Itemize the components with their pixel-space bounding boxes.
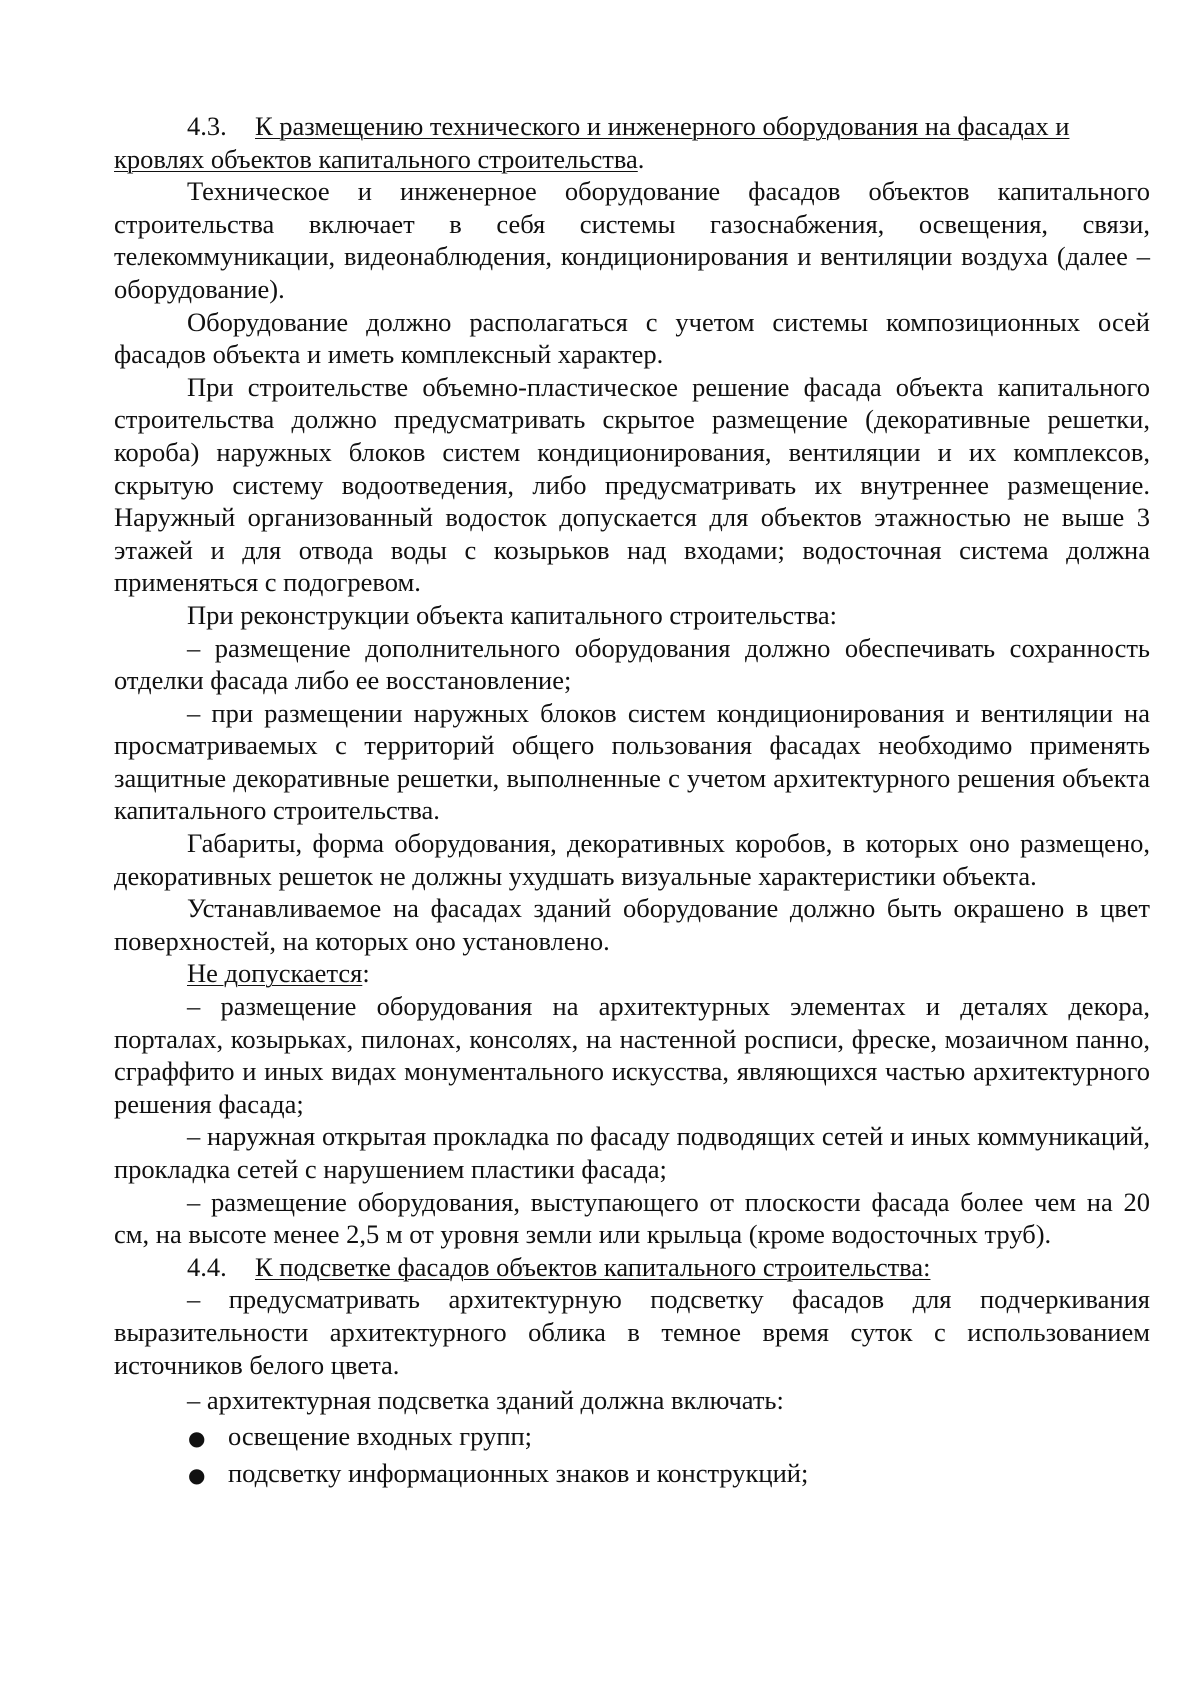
not-allowed-suffix: : — [362, 958, 370, 989]
bullet-icon: ● — [188, 1425, 206, 1450]
paragraph-reconstruction-intro: При реконструкции объекта капитального строительства: — [187, 599, 837, 630]
list-item-lighting-1: – предусматривать архитектурную подсветку фасадов для подчеркивания выразительности архитектурного облика в темное время суток с использованием источников белого цвета. — [114, 1284, 1150, 1380]
section-4-3-title-end: . — [637, 143, 645, 174]
section-4-3-number: 4.3. — [187, 111, 227, 141]
list-item-lighting-2: – архитектурная подсветка зданий должна включать: — [187, 1385, 784, 1416]
section-4-4-title: К подсветке фасадов объектов капитального строительства: — [255, 1251, 931, 1282]
section-4-4-heading — [114, 1251, 1150, 1284]
list-item-not-allowed-3: – размещение оборудования, выступающего от плоскости фасада более чем на 20 см, на высоте менее 2,5 м от уровня земли или крыльца (кроме водосточных труб). — [114, 1186, 1150, 1250]
list-item-reconstruction-1: – размещение дополнительного оборудования должно обеспечивать сохранность отделки фасада либо ее восстановление; — [114, 632, 1150, 696]
section-4-3-title: К размещению технического и инженерного оборудования на фасадах и кровлях объектов капитального строительства — [114, 111, 1070, 174]
bullet-item — [114, 1457, 1150, 1492]
section-4-4-number: 4.4. — [187, 1251, 227, 1282]
paragraph-composition-axes: Оборудование должно располагаться с учетом системы композиционных осей фасадов объекта и иметь комплексный характер. — [114, 306, 1150, 370]
paragraph-equipment-definition: Техническое и инженерное оборудование фасадов объектов капитального строительства включает в себя системы газоснабжения, освещения, связи, телекоммуникации, видеонаблюдения, кондиционирования и вентиляции воздуха (далее – оборудование). — [114, 176, 1150, 304]
bullet-text: освещение входных групп; — [228, 1420, 533, 1451]
list-item-not-allowed-1: – размещение оборудования на архитектурных элементах и деталях декора, порталах, козырьках, пилонах, консолях, на настенной росписи, фреске, мозаичном панно, сграффито и иных видах монументального искусства, являющихся частью архитектурного решения фасада; — [114, 991, 1150, 1119]
list-item-reconstruction-2: – при размещении наружных блоков систем кондиционирования и вентиляции на просматриваемых с территорий общего пользования фасадах необходимо применять защитные декоративные решетки, выполненные с учетом архитектурного решения объекта капитального строительства. — [114, 697, 1150, 826]
paragraph-color: Устанавливаемое на фасадах зданий оборудование должно быть окрашено в цвет поверхностей, на которых оно установлено. — [114, 893, 1150, 956]
section-4-3-heading — [114, 110, 1150, 175]
not-allowed-heading — [114, 957, 1150, 990]
list-item-not-allowed-2: – наружная открытая прокладка по фасаду подводящих сетей и иных коммуникаций, прокладка сетей с нарушением пластики фасада; — [114, 1121, 1150, 1184]
not-allowed-label: Не допускается — [187, 958, 363, 989]
bullet-text: подсветку информационных знаков и конструкций; — [228, 1458, 809, 1489]
paragraph-dimensions: Габариты, форма оборудования, декоративных коробов, в которых оно размещено, декоративных решеток не должны ухудшать визуальные характеристики объекта. — [114, 828, 1150, 891]
bullet-item — [114, 1420, 1150, 1455]
bullet-icon: ● — [188, 1463, 206, 1488]
paragraph-construction: При строительстве объемно-пластическое решение фасада объекта капитального строительства должно предусматривать скрытое размещение (декоративные решетки, короба) наружных блоков систем кондиционирования, вентиляции и их комплексов, скрытую систему водоотведения, либо предусматривать их внутреннее размещение. Наружный организованный водосток допускается для объектов этажностью не выше 3 этажей и для отвода воды с козырьков над входами; водосточная система должна применяться с подогревом. — [114, 371, 1150, 598]
